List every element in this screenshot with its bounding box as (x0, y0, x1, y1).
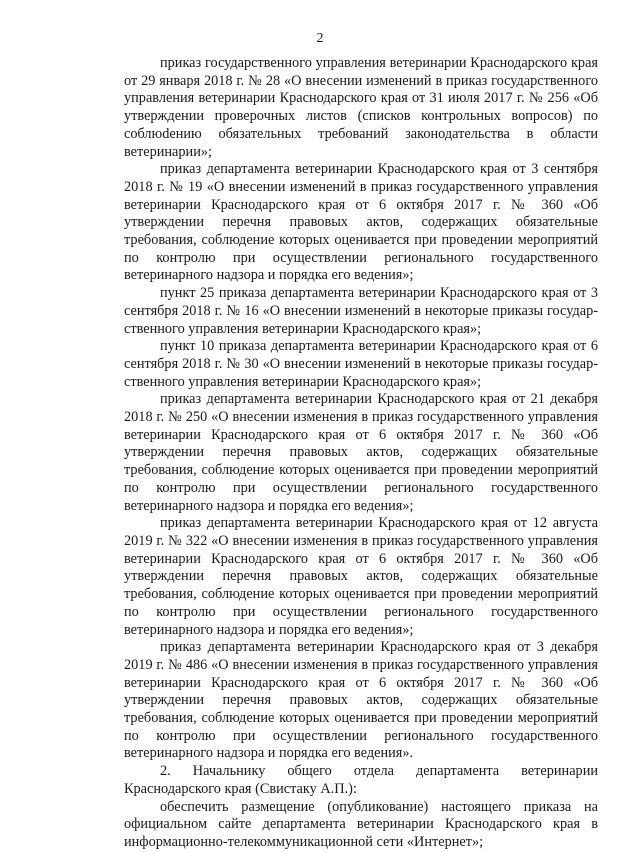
page-number: 2 (316, 31, 324, 46)
paragraph-order-322: приказ департамента ветеринарии Краснодарского края от 12 августа 2019 г. № 322 «О внесении изменения в приказ государственного управления ветеринарии Краснодарского края от 6 октября 2017 г. № 360 «Об утверждении перечня правовых актов, содержащих обязательные требования, соблюдение которых оценивается при проведении мероприятий по контролю при осуществлении регионального государственного ветеринарного надзора и порядка его ведения»; (124, 515, 598, 638)
paragraph-order-16-item-25: пункт 25 приказа департамента ветеринарии Краснодарского края от 3 сентября 2018 г. № 16 «О внесении изменений в некоторые приказы государственного управления ветеринарии Краснодарского края»; (124, 285, 598, 337)
paragraph-order-19: приказ департамента ветеринарии Краснодарского края от 3 сентября 2018 г. № 19 «О внесении изменений в приказ государственного управления ветеринарии Краснодарского края от 6 октября 2017 г. № 360 «Об утверждении перечня правовых актов, содержащих обязательные требования, соблюдение которых оценивается при проведении мероприятий по контролю при осуществлении регионального государственного ветеринарного надзора и порядка его ведения»; (124, 161, 598, 284)
paragraph-item-2: 2. Начальнику общего отдела департамента ветеринарии Краснодарского края (Свистаку А.П.): (124, 763, 598, 797)
paragraph-order-250: приказ департамента ветеринарии Краснодарского края от 21 декабря 2018 г. № 250 «О внесении изменения в приказ государственного управления ветеринарии Краснодарского края от 6 октября 2017 г. № 360 «Об утверждении перечня правовых актов, содержащих обязательные требования, соблюдение которых оценивается при проведении мероприятий по контролю при осуществлении регионального государственного ветеринарного надзора и порядка его ведения»; (124, 391, 598, 514)
document-body (124, 55, 598, 852)
paragraph-order-28: приказ государственного управления ветеринарии Краснодарского края от 29 января 2018 г. № 28 «О внесении изменений в приказ государственного управления ветеринарии Краснодарского края от 31 июля 2017 г. № 256 «Об утверждении проверочных листов (списков контрольных вопросов) по соблюdению обязательных требований законодательства в области ветеринарии»; (124, 55, 598, 160)
paragraph-order-486: приказ департамента ветеринарии Краснодарского края от 3 декабря 2019 г. № 486 «О внесении изменения в приказ государственного управления ветеринарии Краснодарского края от 6 октября 2017 г. № 360 «Об утверждении перечня правовых актов, содержащих обязательные требования, соблюдение которых оценивается при проведении мероприятий по контролю при осуществлении регионального государственного ветеринарного надзора и порядка его ведения». (124, 639, 598, 762)
paragraph-publish-instruction: обеспечить размещение (опубликование) настоящего приказа на официальном сайте департамента ветеринарии Краснодарского края в информационно-телекоммуникационной сети «Интернет»; (124, 798, 598, 850)
paragraph-order-30-item-10: пункт 10 приказа департамента ветеринарии Краснодарского края от 6 сентября 2018 г. № 30 «О внесении изменений в некоторые приказы государственного управления ветеринарии Краснодарского края»; (124, 338, 598, 390)
